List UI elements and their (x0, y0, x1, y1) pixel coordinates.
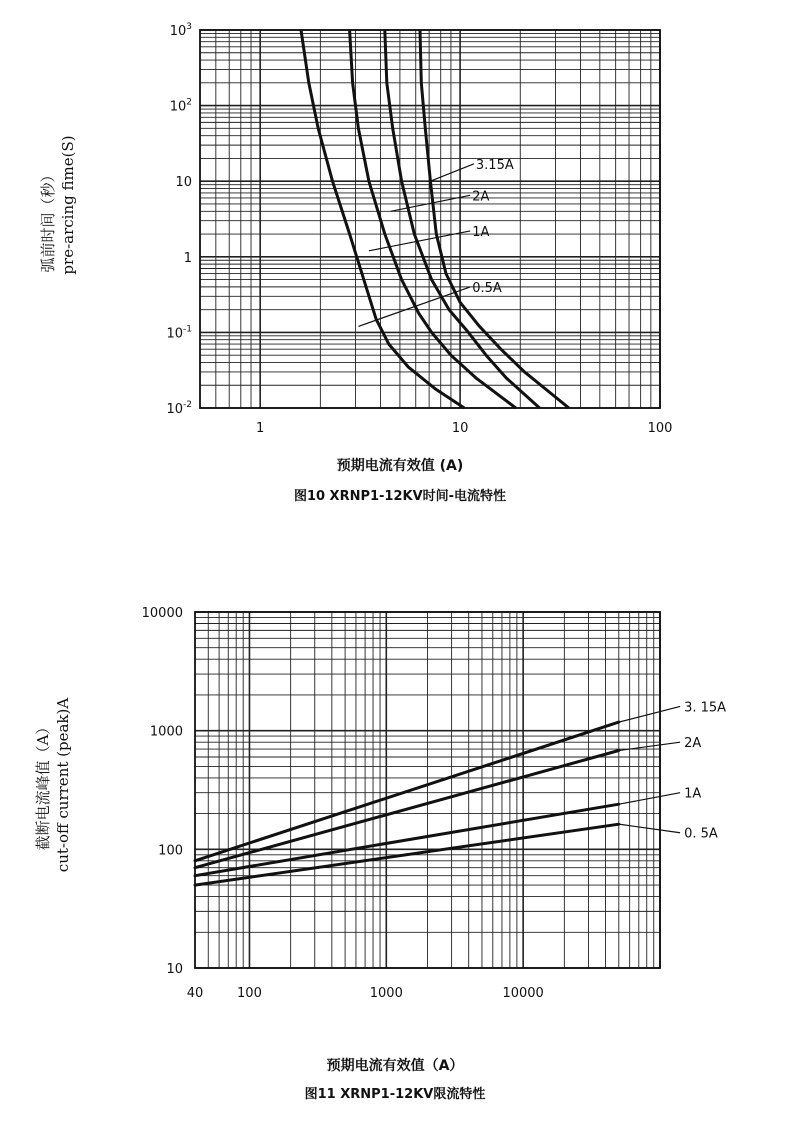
chart2-y-tick-label: 10000 (141, 606, 183, 621)
chart1-y-tick-label: 1 (183, 250, 192, 266)
chart2-x-tick-label: 1000 (369, 986, 403, 1001)
chart2-x-tick-label: 100 (237, 986, 262, 1001)
chart1-y-tick-labels (166, 22, 192, 417)
chart2-y-tick-label: 100 (158, 843, 183, 859)
chart1-y-axis-label-en: pre-arcing fime(S) (59, 135, 77, 275)
chart1-series-label-0: 0.5A (472, 280, 502, 296)
chart2-y-axis-label-cn: 截断电流峰值（A） (34, 719, 52, 851)
chart1-y-tick-label: $10^2$ (169, 97, 192, 115)
current-limiting-chart-svg (0, 560, 800, 1122)
chart1-series-line-3 (420, 30, 569, 408)
chart1-y-tick-label: 10 (175, 175, 192, 191)
chart1-grid (200, 30, 660, 408)
chart2-grid (195, 612, 660, 968)
chart1-series-line-2 (385, 30, 540, 408)
chart1-series-labels (358, 158, 513, 327)
chart1-leader-line-0 (358, 287, 470, 327)
chart1-series-label-1: 1A (472, 224, 490, 240)
chart2-x-tick-labels (187, 986, 544, 1001)
chart1-plot-frame (200, 30, 660, 408)
chart1-y-axis-label-cn: 弧前时间（秒） (39, 167, 57, 273)
chart2-y-tick-label: 1000 (149, 724, 183, 740)
chart2-series-labels (619, 700, 726, 841)
chart1-x-tick-labels (256, 421, 672, 436)
chart2-y-axis-label-en: cut-off current (peak)A (54, 697, 72, 873)
chart1-leader-line-3 (430, 164, 474, 181)
chart2-series-label-2: 1A (684, 786, 702, 802)
chart1-x-tick-label: 1 (256, 421, 265, 436)
chart2-y-tick-label: 10 (166, 962, 183, 977)
chart2-x-axis-label: 预期电流有效值（A） (326, 1058, 464, 1074)
chart2-y-tick-labels (142, 606, 183, 977)
chart1-x-axis-label: 预期电流有效值 (A) (336, 458, 464, 474)
time-current-chart (0, 0, 800, 560)
chart1-series-line-1 (350, 30, 516, 408)
chart2-x-tick-label: 40 (186, 986, 204, 1001)
chart1-title: 图10 XRNP1-12KV时间-电流特性 (293, 489, 507, 504)
chart2-title: 图11 XRNP1-12KV限流特性 (304, 1087, 486, 1102)
chart1-x-tick-label: 10 (451, 421, 469, 436)
chart2-series-label-3: 0. 5A (684, 826, 718, 842)
chart1-series-line-0 (301, 30, 464, 408)
chart1-y-tick-label: $10^3$ (169, 22, 192, 39)
chart2-series-label-1: 2A (684, 736, 702, 752)
chart1-series (301, 30, 569, 408)
chart1-y-tick-label: $10^{-2}$ (166, 400, 192, 417)
chart2-series-label-0: 3. 15A (684, 700, 727, 716)
chart1-series-label-2: 2A (472, 189, 490, 205)
chart1-x-tick-label: 100 (647, 421, 673, 436)
chart2-leader-line-2 (619, 793, 680, 805)
chart1-series-label-3: 3.15A (475, 157, 514, 173)
chart1-y-tick-label: $10^{-1}$ (166, 324, 192, 342)
chart2-leader-line-0 (619, 706, 680, 722)
time-current-chart-svg (0, 0, 800, 560)
chart2-leader-line-3 (619, 824, 680, 833)
current-limiting-chart (0, 560, 800, 1122)
chart2-x-tick-label: 10000 (502, 986, 544, 1001)
